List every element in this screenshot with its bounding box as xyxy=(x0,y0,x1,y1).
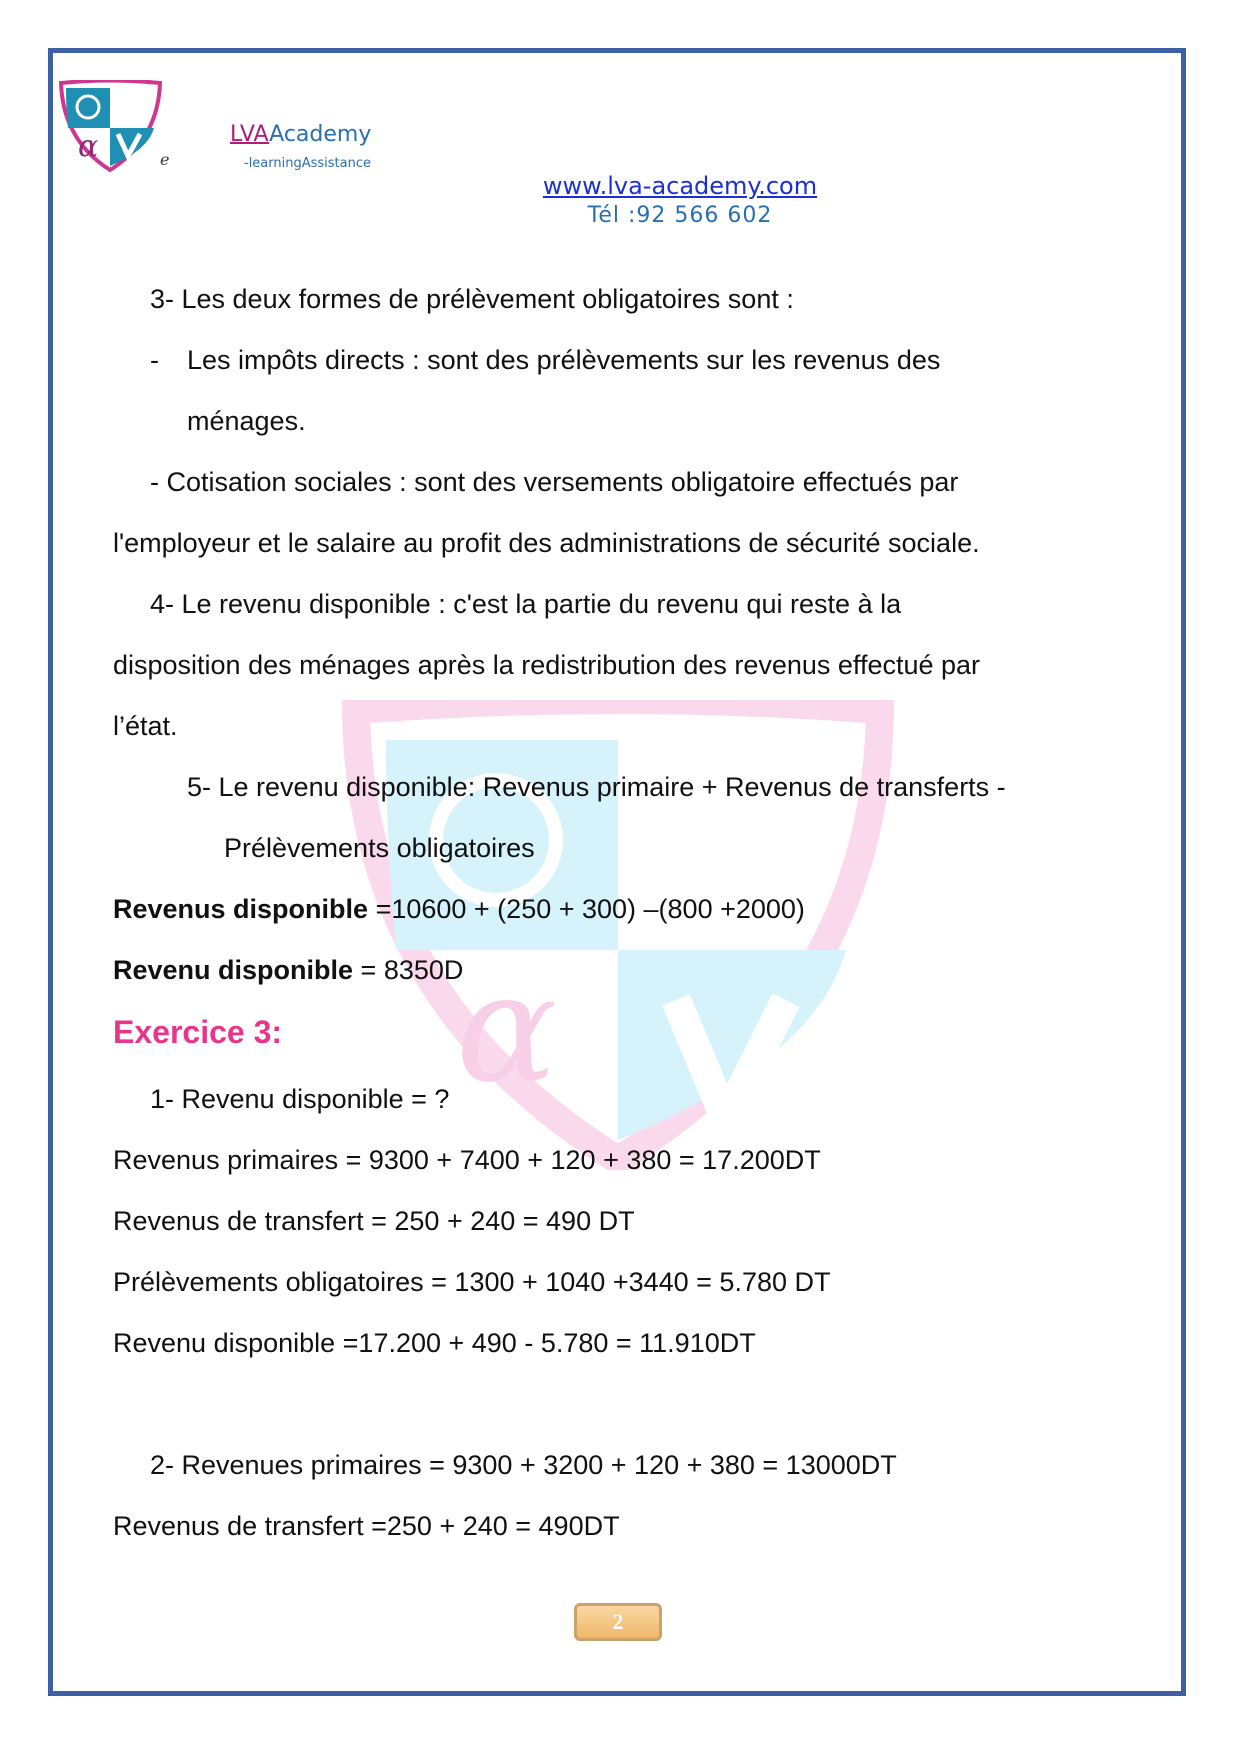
logo-letter: e xyxy=(160,150,170,169)
text-line: Revenu disponible =17.200 + 490 - 5.780 = 11.910DT xyxy=(113,1328,756,1358)
text-line: 5- Le revenu disponible: Revenus primaire + Revenus de transferts - xyxy=(187,772,1006,802)
text-line: - Cotisation sociales : sont des versements obligatoire effectués par xyxy=(150,467,959,497)
text-line: Revenus de transfert = 250 + 240 = 490 DT xyxy=(113,1206,635,1236)
text-line: l’état. xyxy=(113,711,178,741)
brand-name xyxy=(230,122,371,147)
text-line: l'employeur et le salaire au profit des administrations de sécurité sociale. xyxy=(113,528,980,558)
text-line: Les impôts directs : sont des prélèvements sur les revenus des xyxy=(187,345,941,375)
text-line: disposition des ménages après la redistribution des revenus effectué par xyxy=(113,650,981,680)
brand-academy: Academy xyxy=(269,122,372,147)
bold-label: Revenu disponible xyxy=(113,955,354,985)
text-line: 3- Les deux formes de prélèvement obligatoires sont : xyxy=(150,284,794,314)
phone-number: Tél :92 566 602 xyxy=(587,203,773,228)
brand-subtitle: -learningAssistance xyxy=(244,156,371,171)
text-line: 2- Revenues primaires = 9300 + 3200 + 120 + 380 = 13000DT xyxy=(150,1450,897,1480)
equation-line xyxy=(113,953,463,987)
lva-shield-logo xyxy=(58,80,163,172)
text-line: Revenus primaires = 9300 + 7400 + 120 + 380 = 17.200DT xyxy=(113,1145,821,1175)
list-dash: - xyxy=(150,345,159,375)
website-link[interactable]: www.lva-academy.com xyxy=(542,172,818,200)
bold-label: Revenus disponible xyxy=(113,894,369,924)
page-number: 2 xyxy=(574,1603,662,1641)
text-line: Revenus de transfert =250 + 240 = 490DT xyxy=(113,1511,620,1541)
equation-text: = 8350D xyxy=(353,955,464,985)
brand-lva: LVA xyxy=(230,122,270,147)
text-line: ménages. xyxy=(187,406,306,436)
equation-text: =10600 + (250 + 300) –(800 +2000) xyxy=(368,894,805,924)
text-line: 1- Revenu disponible = ? xyxy=(150,1084,450,1114)
text-line: 4- Le revenu disponible : c'est la partie du revenu qui reste à la xyxy=(150,589,902,619)
equation-line xyxy=(113,892,805,926)
text-line: Prélèvements obligatoires xyxy=(224,833,535,863)
svg-text:α: α xyxy=(78,129,99,164)
exercise-title: Exercice 3: xyxy=(113,1014,283,1050)
text-line: Prélèvements obligatoires = 1300 + 1040 +3440 = 5.780 DT xyxy=(113,1267,831,1297)
svg-text:α: α xyxy=(456,942,558,1116)
